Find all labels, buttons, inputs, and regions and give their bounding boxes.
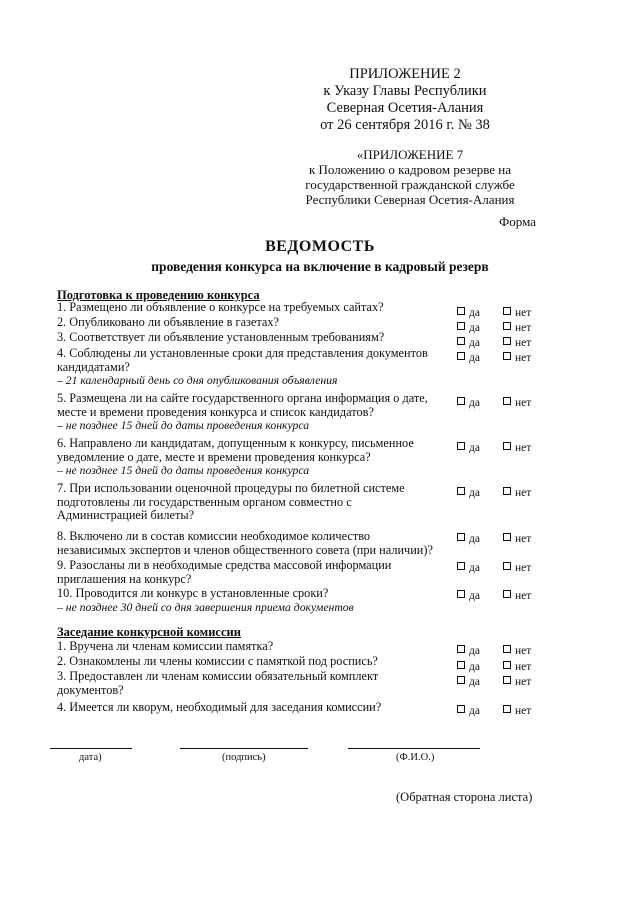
checkbox-no[interactable] [503,352,531,364]
document-title: ВЕДОМОСТЬ [265,238,375,255]
question-text: 9. Разосланы ли в необходимые средства массовой информации [57,558,392,572]
checkbox-square-icon[interactable] [503,705,511,713]
checkbox-square-icon[interactable] [457,322,465,330]
checkbox-no[interactable] [503,442,531,454]
checkbox-label: нет [515,442,532,454]
checkbox-yes[interactable] [457,562,480,574]
checkbox-no[interactable] [503,337,531,349]
question-item [57,701,449,715]
checkbox-square-icon[interactable] [503,337,511,345]
appendix7-title: «ПРИЛОЖЕНИЕ 7 [356,147,464,162]
question-text: 4. Имеется ли кворум, необходимый для заседания комиссии? [57,700,382,714]
checkbox-square-icon[interactable] [457,562,465,570]
checkbox-no[interactable] [503,645,531,657]
question-item [57,482,449,523]
signature-caption: (подпись) [222,752,266,763]
checkbox-no[interactable] [503,487,531,499]
question-text: 7. При использовании оценочной процедуры по билетной системе [57,481,405,495]
checkbox-square-icon[interactable] [503,487,511,495]
checkbox-label: да [469,397,480,409]
checkbox-square-icon[interactable] [457,397,465,405]
checkbox-square-icon[interactable] [457,442,465,450]
question-text: 3. Предоставлен ли членам комиссии обязательный комплект [57,669,379,683]
checkbox-label: нет [515,487,532,499]
form-label: Форма [499,214,536,229]
question-text: приглашения на конкурс? [57,571,192,586]
appendix7-line3: государственной гражданской службе [305,177,515,192]
question-text: уведомление о дате, месте и времени проведения конкурса? [57,449,371,464]
checkbox-square-icon[interactable] [457,645,465,653]
deadline-note: – 21 календарный день со дня опубликования объявления [57,374,338,388]
checkbox-label: нет [515,307,532,319]
checkbox-square-icon[interactable] [503,645,511,653]
checkbox-label: да [469,533,480,545]
question-text: 1. Размещено ли объявление о конкурсе на требуемых сайтах? [57,300,384,314]
checkbox-yes[interactable] [457,442,480,454]
checkbox-label: да [469,676,480,688]
checkbox-label: нет [515,676,532,688]
appendix2-line2: к Указу Главы Республики [323,83,487,99]
appendix2-date: от 26 сентября 2016 г. № 38 [320,117,490,133]
question-item [57,301,449,315]
checkbox-label: да [469,442,480,454]
appendix2-title: ПРИЛОЖЕНИЕ 2 [349,66,461,82]
deadline-note: – не позднее 15 дней до даты проведения конкурса [57,464,310,478]
checkbox-yes[interactable] [457,397,480,409]
question-item [57,559,449,586]
checkbox-no[interactable] [503,705,531,717]
checkbox-square-icon[interactable] [503,397,511,405]
fio-line [348,748,480,749]
checkbox-yes[interactable] [457,661,480,673]
checkbox-no[interactable] [503,533,531,545]
checkbox-label: да [469,352,480,364]
checkbox-square-icon[interactable] [457,533,465,541]
checkbox-label: да [469,307,480,319]
checkbox-square-icon[interactable] [503,533,511,541]
checkbox-yes[interactable] [457,590,480,602]
checkbox-label: да [469,322,480,334]
checkbox-label: да [469,337,480,349]
appendix2-line3: Северная Осетия-Алания [326,100,484,116]
checkbox-label: да [469,487,480,499]
document-subtitle: проведения конкурса на включение в кадровый резерв [151,259,489,274]
checkbox-no[interactable] [503,397,531,409]
question-item [57,670,449,697]
question-text: 6. Направлено ли кандидатам, допущенным к конкурсу, письменное [57,436,414,450]
checkbox-label: да [469,562,480,574]
section-heading-preparation: Подготовка к проведению конкурса [57,288,260,302]
checkbox-square-icon[interactable] [457,705,465,713]
checkbox-square-icon[interactable] [457,352,465,360]
checkbox-label: нет [515,590,532,602]
checkbox-square-icon[interactable] [457,661,465,669]
checkbox-label: нет [515,661,532,673]
checkbox-label: нет [515,645,532,657]
question-text: подготовлены ли государственным органом совместно с [57,494,352,509]
checkbox-square-icon[interactable] [457,676,465,684]
checkbox-label: нет [515,533,532,545]
checkbox-label: нет [515,562,532,574]
checkbox-label: нет [515,337,532,349]
checkbox-square-icon[interactable] [503,442,511,450]
checkbox-yes[interactable] [457,487,480,499]
question-text: 10. Проводится ли конкурс в установленные сроки? [57,586,329,600]
checkbox-label: да [469,661,480,673]
reverse-side-note: (Обратная сторона листа) [396,790,533,804]
question-text: 2. Ознакомлены ли члены комиссии с памяткой под роспись? [57,654,378,668]
checkbox-square-icon[interactable] [457,590,465,598]
checkbox-square-icon[interactable] [503,676,511,684]
checkbox-yes[interactable] [457,322,480,334]
question-item [57,587,449,614]
appendix7-line2: к Положению о кадровом резерве на [308,162,512,177]
fio-caption: (Ф.И.О.) [396,752,435,763]
question-text: 1. Вручена ли членам комиссии памятка? [57,639,274,653]
question-text: месте и времени проведения конкурса и список кандидатов? [57,404,374,419]
checkbox-yes[interactable] [457,705,480,717]
question-text: 4. Соблюдены ли установленные сроки для представления документов [57,346,428,360]
checkbox-label: да [469,590,480,602]
question-text: документов? [57,682,124,697]
question-text: независимых экспертов и членов общественного совета (при наличии)? [57,542,433,557]
checkbox-yes[interactable] [457,352,480,364]
checkbox-yes[interactable] [457,337,480,349]
date-caption: дата) [79,752,102,763]
checkbox-yes[interactable] [457,676,480,688]
checkbox-label: нет [515,352,532,364]
section-heading-commission: Заседание конкурсной комиссии [57,625,241,639]
checkbox-label: да [469,645,480,657]
question-text: 8. Включено ли в состав комиссии необходимое количество [57,529,371,543]
question-text: Администрацией билеты? [57,508,195,523]
signature-line [180,748,308,749]
question-item [57,347,449,387]
question-item [57,316,449,330]
date-line [50,748,132,749]
checkbox-square-icon[interactable] [457,307,465,315]
deadline-note: – не позднее 30 дней со дня завершения приема документов [57,600,354,614]
checkbox-square-icon[interactable] [503,661,511,669]
question-item [57,655,449,669]
checkbox-yes[interactable] [457,533,480,545]
question-text: 3. Соответствует ли объявление установленным требованиям? [57,330,385,344]
question-item [57,331,449,345]
checkbox-square-icon[interactable] [457,487,465,495]
checkbox-label: нет [515,705,532,717]
checkbox-no[interactable] [503,590,531,602]
checkbox-square-icon[interactable] [503,352,511,360]
checkbox-square-icon[interactable] [503,590,511,598]
question-item [57,640,449,654]
checkbox-label: да [469,705,480,717]
checkbox-square-icon[interactable] [503,307,511,315]
checkbox-no[interactable] [503,661,531,673]
question-item [57,530,449,557]
checkbox-no[interactable] [503,676,531,688]
checkbox-yes[interactable] [457,307,480,319]
appendix7-line4: Республики Северная Осетия-Алания [305,192,515,207]
question-item [57,437,449,477]
question-text: кандидатами? [57,359,130,374]
checkbox-square-icon[interactable] [503,562,511,570]
checkbox-no[interactable] [503,307,531,319]
checkbox-square-icon[interactable] [457,337,465,345]
checkbox-yes[interactable] [457,645,480,657]
checkbox-label: нет [515,397,532,409]
checkbox-no[interactable] [503,562,531,574]
checkbox-label: нет [515,322,532,334]
checkbox-square-icon[interactable] [503,322,511,330]
question-text: 5. Размещена ли на сайте государственного органа информация о дате, [57,391,428,405]
question-item [57,392,449,432]
deadline-note: – не позднее 15 дней до даты проведения конкурса [57,419,310,433]
checkbox-no[interactable] [503,322,531,334]
question-text: 2. Опубликовано ли объявление в газетах? [57,315,279,329]
